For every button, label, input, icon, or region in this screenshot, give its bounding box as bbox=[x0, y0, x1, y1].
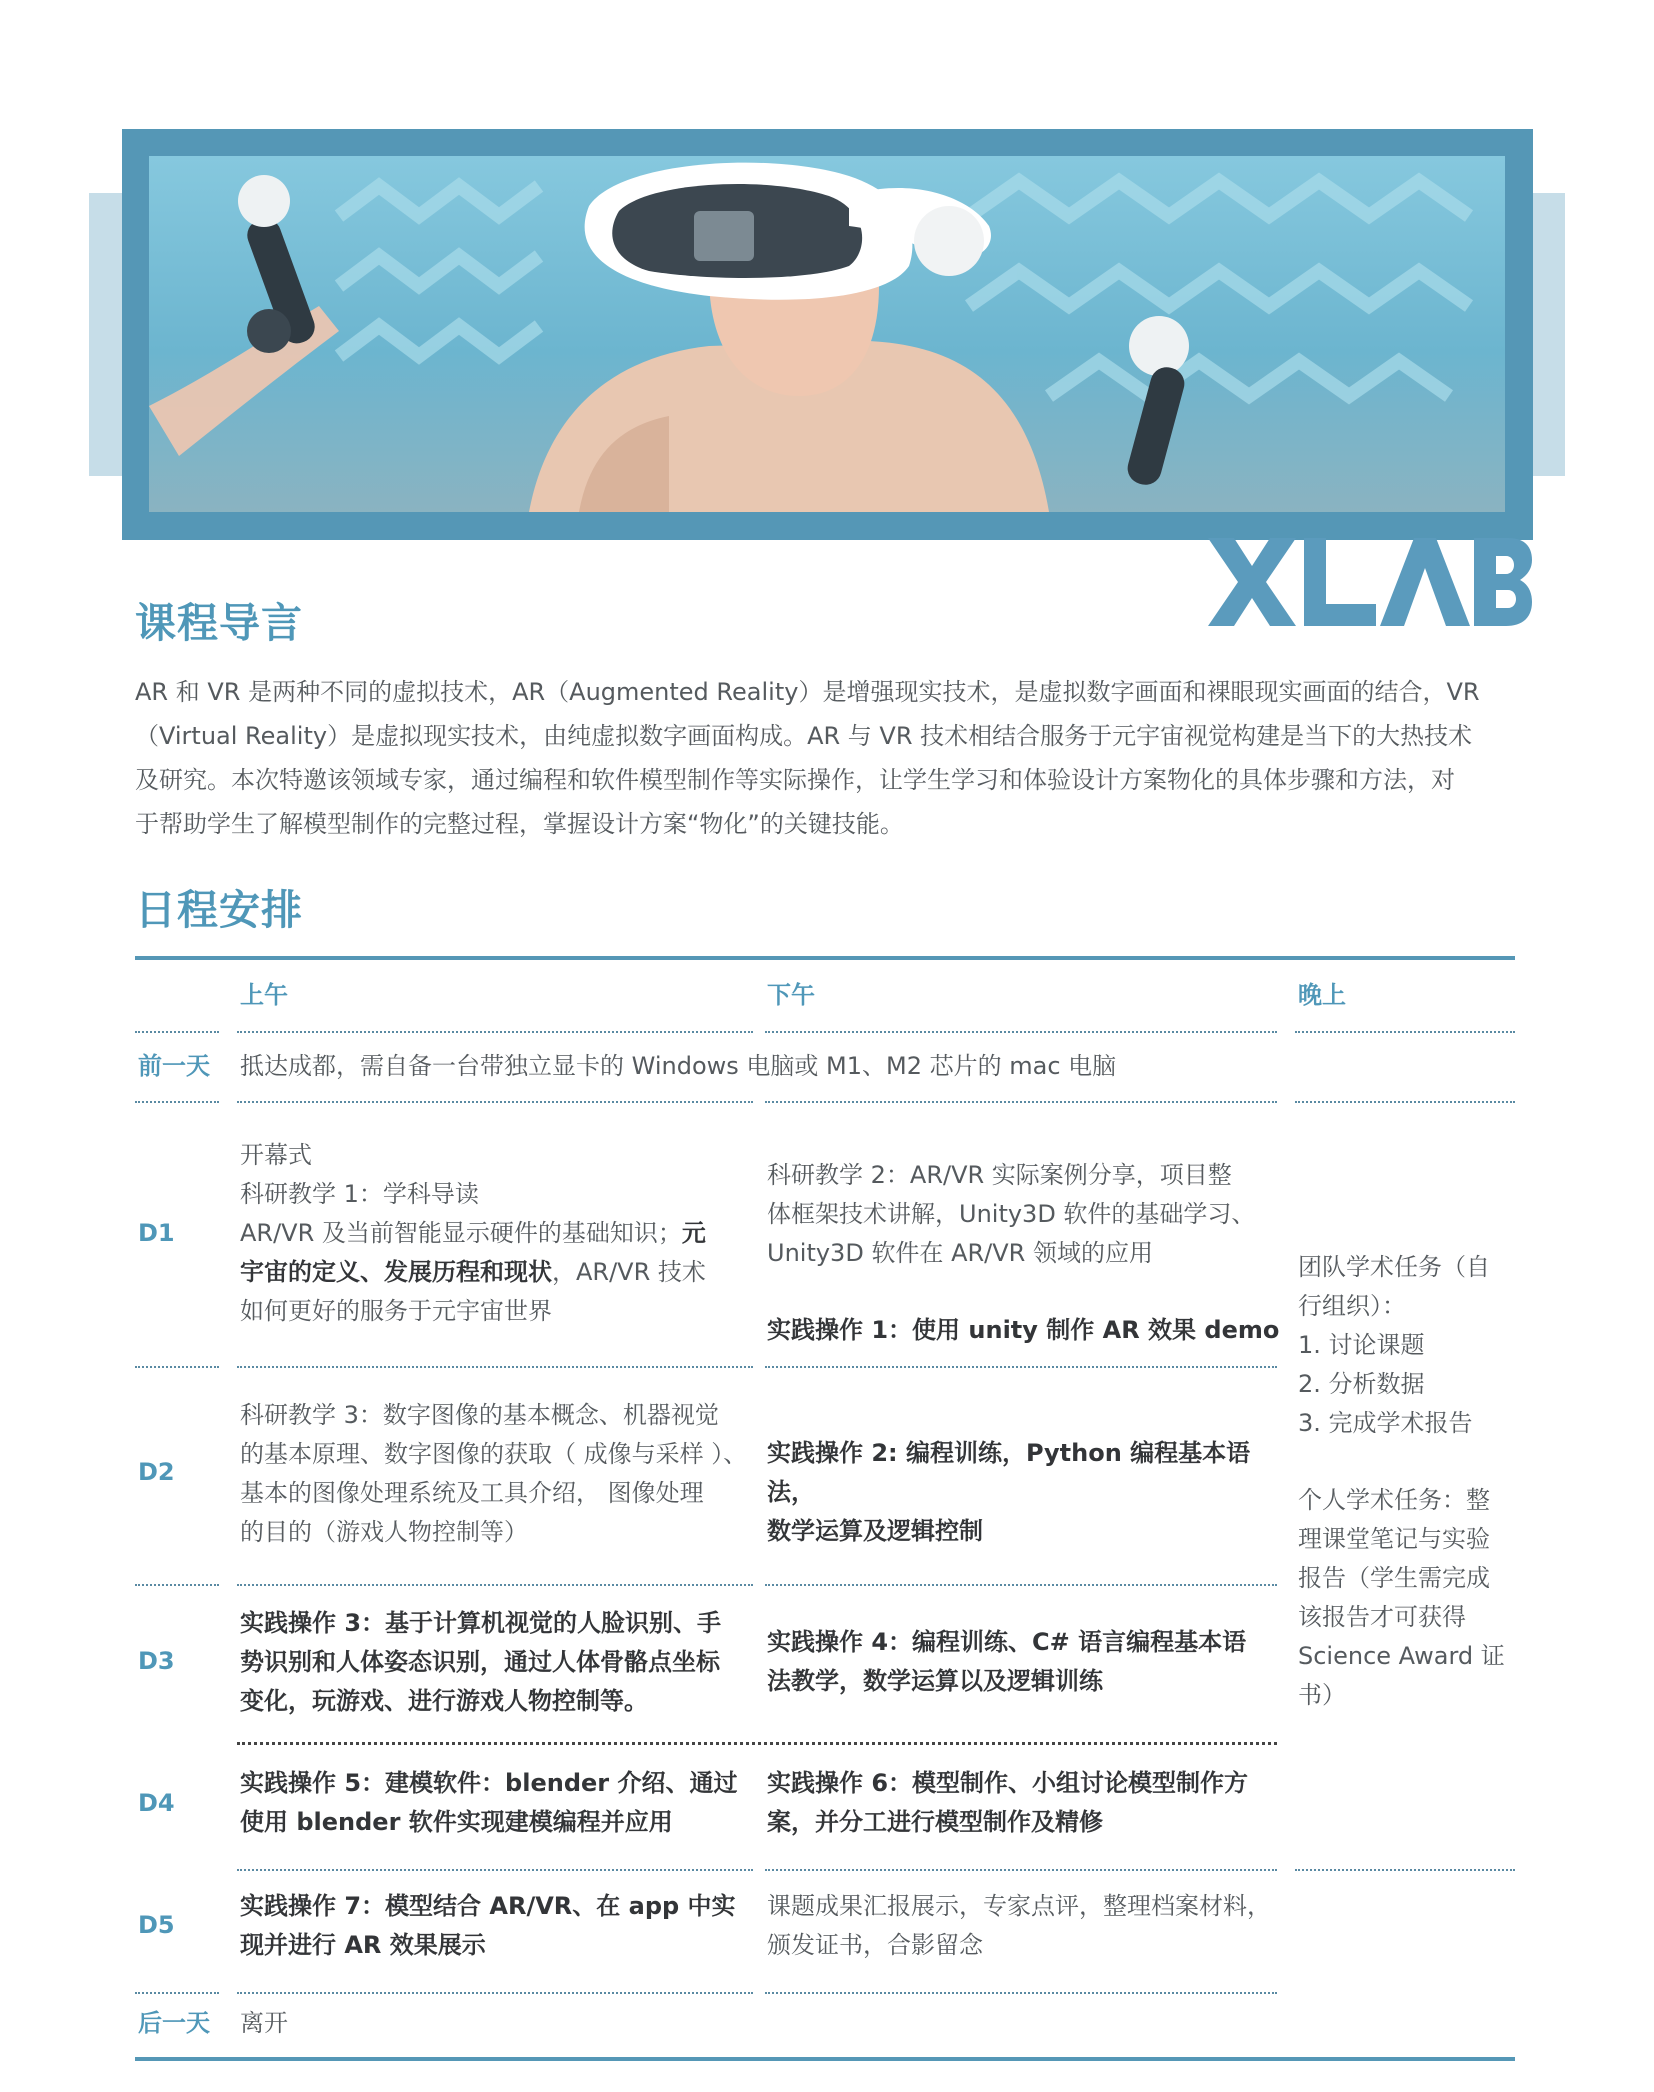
d1-pm-line: 体框架技术讲解，Unity3D 软件的基础学习、 bbox=[767, 1200, 1256, 1228]
row-divider bbox=[765, 1992, 1277, 1994]
d5-afternoon bbox=[767, 1887, 1287, 1965]
d3-pm-line bbox=[767, 1662, 1287, 1701]
d2-am-line: 科研教学 3：数字图像的基本概念、机器视觉 bbox=[240, 1401, 719, 1429]
d2-pm-line bbox=[767, 1434, 1297, 1512]
d1-am-text: ，AR/VR 技术 bbox=[552, 1258, 706, 1286]
d1-afternoon bbox=[767, 1156, 1287, 1350]
d4-am-line bbox=[240, 1764, 760, 1803]
day-label-after: 后一天 bbox=[138, 2009, 210, 2037]
row-divider bbox=[135, 1584, 219, 1586]
d1-am-line bbox=[240, 1214, 750, 1253]
d3-pm-line bbox=[767, 1623, 1287, 1662]
evening-line: 行组织）： bbox=[1298, 1292, 1406, 1320]
d3-morning bbox=[240, 1604, 760, 1721]
intro-line: AR 和 VR 是两种不同的虚拟技术，AR（Augmented Reality）是增强现实技术，是虚拟数字画面和裸眼现实画面的结合，VR bbox=[135, 678, 1480, 706]
xlab-logo bbox=[1208, 538, 1532, 626]
column-header-evening: 晚上 bbox=[1298, 981, 1346, 1009]
d2-morning bbox=[240, 1396, 760, 1552]
d3-pm-bold: 实践操作 4：编程训练、C# 语言编程基本语 bbox=[767, 1628, 1247, 1656]
evening-line: 个人学术任务：整 bbox=[1298, 1486, 1490, 1514]
d1-am-line bbox=[240, 1253, 750, 1292]
d4-am-bold: 实践操作 5：建模软件：blender 介绍、通过 bbox=[240, 1769, 738, 1797]
intro-paragraph bbox=[135, 670, 1525, 846]
d5-am-line bbox=[240, 1926, 760, 1965]
evening-line: 理课堂笔记与实验 bbox=[1298, 1525, 1490, 1553]
d4-pm-bold: 案，并分工进行模型制作及精修 bbox=[767, 1808, 1103, 1836]
d1-pm-bold: 实践操作 1：使用 unity 制作 AR 效果 demo bbox=[767, 1316, 1280, 1344]
d4-pm-line bbox=[767, 1764, 1287, 1803]
d3-am-bold: 势识别和人体姿态识别，通过人体骨骼点坐标 bbox=[240, 1648, 720, 1676]
d3-am-line bbox=[240, 1682, 760, 1721]
d5-pm-line: 课题成果汇报展示，专家点评，整理档案材料， bbox=[767, 1892, 1271, 1920]
schedule-heading: 日程安排 bbox=[135, 886, 303, 934]
evening-tasks bbox=[1298, 1248, 1518, 1715]
d5-am-line bbox=[240, 1887, 760, 1926]
evening-line: 团队学术任务（自 bbox=[1298, 1253, 1490, 1281]
before-text: 抵达成都，需自备一台带独立显卡的 Windows 电脑或 M1、M2 芯片的 mac 电脑 bbox=[240, 1052, 1117, 1080]
row-divider bbox=[237, 1869, 753, 1871]
table-top-rule bbox=[135, 956, 1515, 960]
d1-am-line: 开幕式 bbox=[240, 1141, 312, 1169]
d1-am-line: 如何更好的服务于元宇宙世界 bbox=[240, 1297, 552, 1325]
row-divider bbox=[135, 1366, 219, 1368]
row-divider bbox=[237, 1366, 753, 1368]
row-divider bbox=[135, 1992, 219, 1994]
evening-line: 3. 完成学术报告 bbox=[1298, 1409, 1473, 1437]
day-label-d2: D2 bbox=[138, 1458, 175, 1486]
d2-pm-bold: 数学运算及逻辑控制 bbox=[767, 1517, 983, 1545]
row-divider bbox=[237, 1992, 753, 1994]
d2-am-line: 基本的图像处理系统及工具介绍， 图像处理 bbox=[240, 1479, 704, 1507]
d3-am-bold: 实践操作 3：基于计算机视觉的人脸识别、手 bbox=[240, 1609, 722, 1637]
d3-pm-bold: 法教学，数学运算以及逻辑训练 bbox=[767, 1667, 1103, 1695]
intro-heading: 课程导言 bbox=[135, 599, 303, 647]
evening-line: 2. 分析数据 bbox=[1298, 1370, 1425, 1398]
d3-afternoon bbox=[767, 1623, 1287, 1701]
row-divider bbox=[765, 1869, 1277, 1871]
intro-line: 于帮助学生了解模型制作的完整过程，掌握设计方案“物化”的关键技能。 bbox=[135, 810, 904, 838]
row-divider bbox=[765, 1366, 1277, 1368]
row-divider bbox=[237, 1742, 1277, 1745]
row-divider bbox=[135, 1101, 219, 1103]
d1-am-bold: 元 bbox=[681, 1219, 706, 1247]
d2-pm-bold: 实践操作 2: 编程训练，Python 编程基本语法， bbox=[767, 1439, 1251, 1506]
hero-vr-photo bbox=[149, 156, 1505, 512]
d5-am-bold: 现并进行 AR 效果展示 bbox=[240, 1931, 486, 1959]
row-divider bbox=[765, 1031, 1277, 1033]
row-divider bbox=[1295, 1031, 1515, 1033]
d4-pm-line bbox=[767, 1803, 1287, 1842]
day-label-d1: D1 bbox=[138, 1219, 175, 1247]
d1-morning bbox=[240, 1136, 750, 1331]
d1-pm-line bbox=[767, 1311, 1287, 1350]
d2-am-line: 的基本原理、数字图像的获取（ 成像与采样 ）、 bbox=[240, 1440, 748, 1468]
row-divider bbox=[1295, 1101, 1515, 1103]
d1-am-bold: 宇宙的定义、发展历程和现状 bbox=[240, 1258, 552, 1286]
day-label-before: 前一天 bbox=[138, 1052, 210, 1080]
d4-pm-bold: 实践操作 6：模型制作、小组讨论模型制作方 bbox=[767, 1769, 1249, 1797]
d5-morning bbox=[240, 1887, 760, 1965]
d1-am-line: 科研教学 1：学科导读 bbox=[240, 1180, 479, 1208]
evening-line: 报告（学生需完成 bbox=[1298, 1564, 1490, 1592]
day-label-d5: D5 bbox=[138, 1911, 175, 1939]
d4-morning bbox=[240, 1764, 760, 1842]
row-divider bbox=[237, 1584, 753, 1586]
day-label-d3: D3 bbox=[138, 1647, 175, 1675]
d3-am-bold: 变化，玩游戏、进行游戏人物控制等。 bbox=[240, 1687, 648, 1715]
evening-line: 1. 讨论课题 bbox=[1298, 1331, 1425, 1359]
day-label-d4: D4 bbox=[138, 1789, 175, 1817]
d4-afternoon bbox=[767, 1764, 1287, 1842]
table-bottom-rule bbox=[135, 2057, 1515, 2061]
d4-am-bold: 使用 blender 软件实现建模编程并应用 bbox=[240, 1808, 673, 1836]
d2-pm-line bbox=[767, 1512, 1297, 1551]
row-divider bbox=[765, 1584, 1277, 1586]
d5-pm-line: 颁发证书，合影留念 bbox=[767, 1931, 983, 1959]
row-divider bbox=[1295, 1869, 1515, 1871]
d4-am-line bbox=[240, 1803, 760, 1842]
evening-line: Science Award 证 bbox=[1298, 1642, 1505, 1670]
row-divider bbox=[765, 1101, 1277, 1103]
d5-am-bold: 实践操作 7：模型结合 AR/VR、在 app 中实 bbox=[240, 1892, 736, 1920]
evening-line: 书） bbox=[1298, 1681, 1346, 1709]
after-text: 离开 bbox=[240, 2009, 288, 2037]
d2-afternoon bbox=[767, 1434, 1297, 1551]
row-divider bbox=[237, 1031, 753, 1033]
d3-am-line bbox=[240, 1604, 760, 1643]
d1-pm-line: 科研教学 2：AR/VR 实际案例分享，项目整 bbox=[767, 1161, 1232, 1189]
intro-line: （Virtual Reality）是虚拟现实技术，由纯虚拟数字画面构成。AR 与 VR 技术相结合服务于元宇宙视觉构建是当下的大热技术 bbox=[135, 722, 1473, 750]
d1-am-text: AR/VR 及当前智能显示硬件的基础知识； bbox=[240, 1219, 682, 1247]
d3-am-line bbox=[240, 1643, 760, 1682]
d2-am-line: 的目的（游戏人物控制等） bbox=[240, 1518, 528, 1546]
column-header-afternoon: 下午 bbox=[767, 981, 815, 1009]
intro-line: 及研究。本次特邀该领域专家，通过编程和软件模型制作等实际操作，让学生学习和体验设计方案物化的具体步骤和方法，对 bbox=[135, 766, 1455, 794]
row-divider bbox=[237, 1101, 753, 1103]
column-header-morning: 上午 bbox=[240, 981, 288, 1009]
d1-pm-line: Unity3D 软件在 AR/VR 领域的应用 bbox=[767, 1239, 1153, 1267]
evening-line: 该报告才可获得 bbox=[1298, 1603, 1466, 1631]
row-divider bbox=[135, 1031, 219, 1033]
